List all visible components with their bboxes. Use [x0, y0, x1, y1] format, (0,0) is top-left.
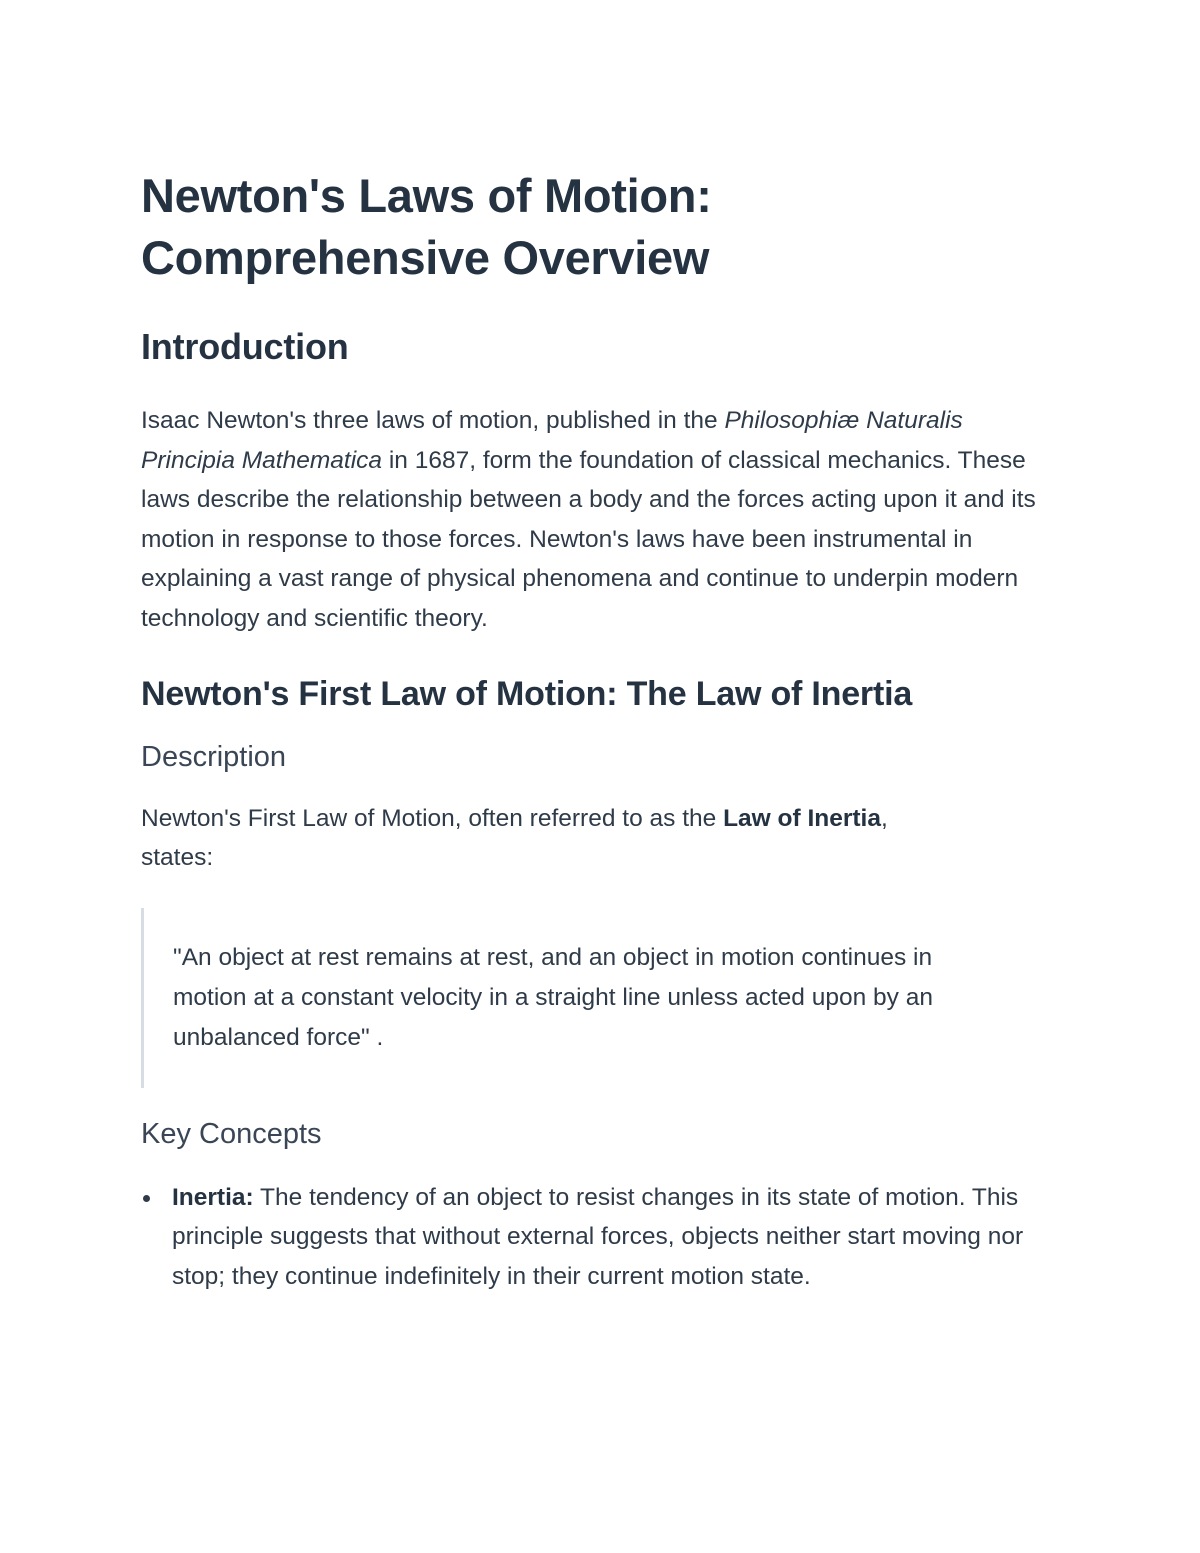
introduction-paragraph: [141, 401, 1051, 639]
concept-term: Inertia:: [172, 1183, 254, 1211]
law-of-inertia-term: Law of Inertia: [723, 804, 881, 832]
title-line-1: Newton's Laws of Motion:: [141, 169, 712, 222]
description-text-start: Newton's First Law of Motion, often referred to as the: [141, 804, 724, 832]
document-page: [141, 165, 1051, 1297]
description-states: states:: [141, 844, 214, 872]
title-line-2: Comprehensive Overview: [141, 231, 710, 284]
document-title: [141, 165, 1051, 289]
introduction-heading: Introduction: [141, 326, 349, 367]
key-concepts-heading: Key Concepts: [141, 1117, 322, 1150]
key-concepts-list: [141, 1178, 1051, 1297]
intro-text-start: Isaac Newton's three laws of motion, published in the: [141, 407, 725, 434]
first-law-description: [141, 799, 1051, 878]
description-comma: ,: [880, 804, 888, 832]
intro-text-end: in 1687, form the foundation of classical mechanics. These laws describe the relationship between a body and the forces acting upon it and its motion in response to those forces. Newton's laws have been instrumental in explaining a vast range of physical phenomena and continue to underpin modern technology and scientific theory.: [141, 446, 1036, 632]
first-law-quote: "An object at rest remains at rest, and an object in motion continues in motion at a constant velocity in a straight line unless acted upon by an unbalanced force" .: [141, 908, 1023, 1088]
bullet-icon: [143, 1195, 150, 1202]
description-heading: Description: [141, 740, 287, 773]
list-item: [141, 1178, 1051, 1297]
principia-title: Philosophiæ Naturalis Principia Mathematica: [141, 407, 963, 474]
first-law-heading: Newton's First Law of Motion: The Law of Inertia: [141, 674, 913, 713]
concept-text: The tendency of an object to resist changes in its state of motion. This principle suggests that without external forces, objects neither start moving nor stop; they continue indefinitely in their current motion state.: [172, 1183, 1024, 1290]
